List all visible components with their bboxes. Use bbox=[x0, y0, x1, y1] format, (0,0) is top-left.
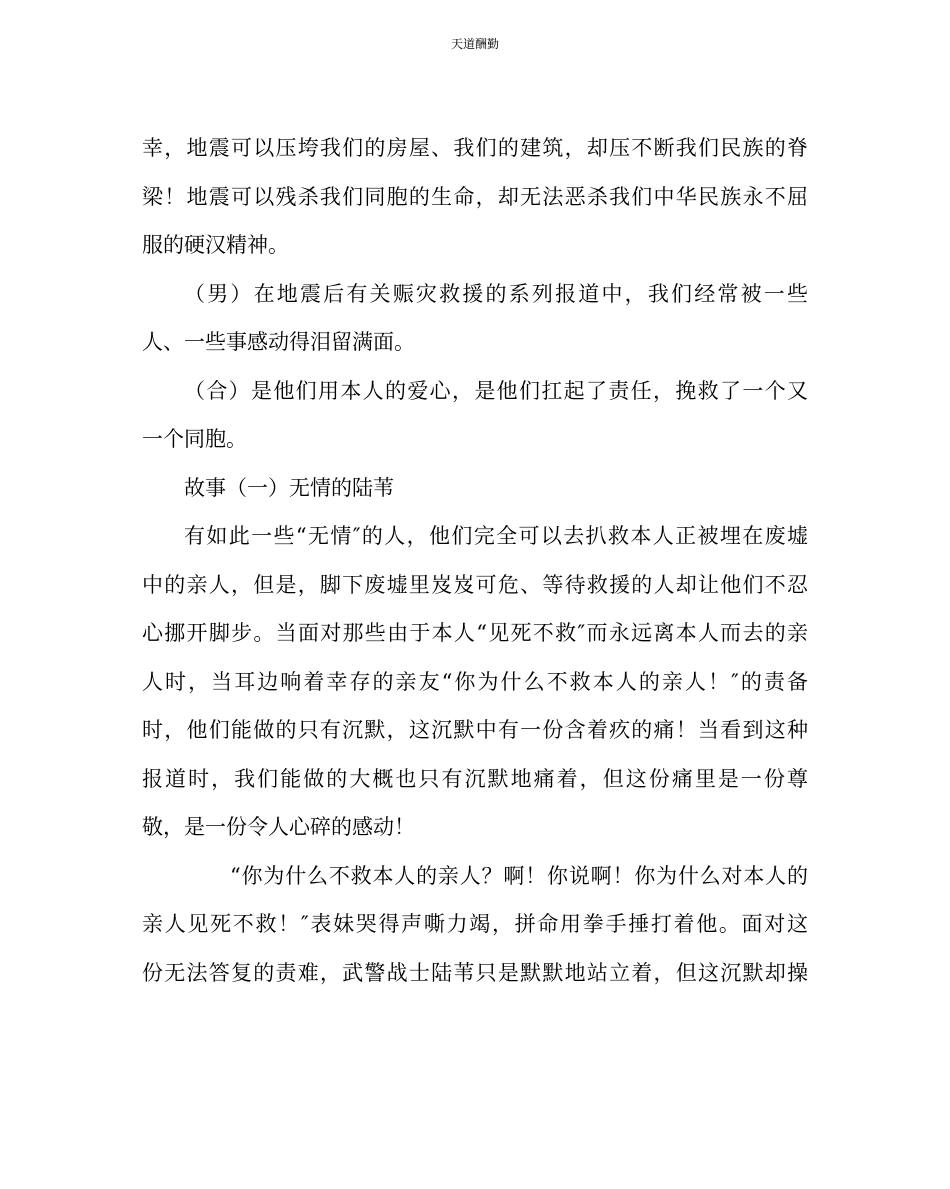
text-line: 一个同胞。 bbox=[142, 427, 247, 451]
text-line: 人时，当耳边响着幸存的亲友“你为什么不救本人的亲人！″的责备 bbox=[142, 669, 808, 694]
text-line: 报道时，我们能做的大概也只有沉默地痛着，但这份痛里是一份尊 bbox=[142, 766, 808, 791]
text-line: 梁！地震可以残杀我们同胞的生命，却无法恶杀我们中华民族永不屈 bbox=[142, 184, 808, 209]
text-line: 份无法答复的责难，武警战士陆苇只是默默地站立着，但这沉默却操 bbox=[142, 960, 808, 985]
text-line: 人、一些事感动得泪留满面。 bbox=[142, 330, 415, 354]
text-line: （合）是他们用本人的爱心，是他们扛起了责任，挽救了一个又 bbox=[184, 378, 808, 403]
text-line: 服的硬汉精神。 bbox=[142, 233, 289, 257]
text-line: 时，他们能做的只有沉默，这沉默中有一份含着疚的痛！当看到这种 bbox=[142, 718, 808, 742]
text-line: “你为什么不救本人的亲人？啊！你说啊！你为什么对本人的 bbox=[230, 863, 808, 888]
text-line: 幸，地震可以压垮我们的房屋、我们的建筑，却压不断我们民族的脊 bbox=[142, 136, 808, 160]
document-body bbox=[142, 124, 808, 997]
section-heading: 故事（一）无情的陆苇 bbox=[184, 475, 394, 500]
text-line: 有如此一些“无情″的人，他们完全可以去扒救本人正被埋在废墟 bbox=[184, 524, 808, 548]
text-line: 亲人见死不救！″表妹哭得声嘶力竭，拼命用拳手捶打着他。面对这 bbox=[142, 912, 808, 936]
text-line: 敬，是一份令人心碎的感动！ bbox=[142, 815, 415, 839]
text-line: 心挪开脚步。当面对那些由于本人“见死不救″而永远离本人而去的亲 bbox=[142, 621, 808, 645]
page-header: 天道酬勤 bbox=[450, 37, 499, 51]
text-line: （男）在地震后有关赈灾救援的系列报道中，我们经常被一些 bbox=[184, 281, 808, 306]
text-line: 中的亲人，但是，脚下废墟里岌岌可危、等待救援的人却让他们不忍 bbox=[142, 572, 808, 597]
